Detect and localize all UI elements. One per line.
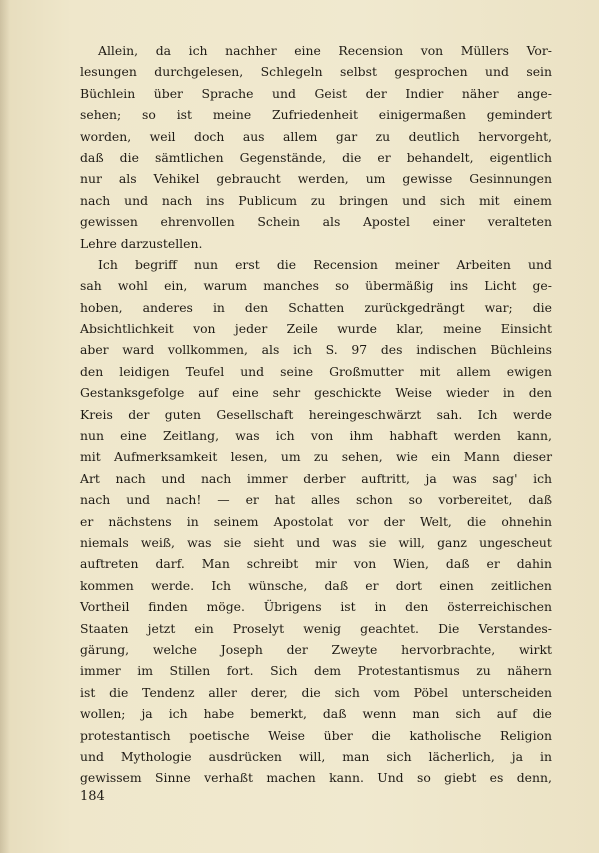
text-line: Absichtlichkeit von jeder Zeile wurde klar, meine Einsicht [80, 321, 552, 337]
text-line: hoben, anderes in den Schatten zurückgedrängt war; die [80, 299, 552, 315]
text-line: lesungen durchgelesen, Schlegeln selbst gesprochen und sein [80, 64, 552, 80]
text-line: kommen werde. Ich wünsche, daß er dort einen zeitlichen [80, 577, 552, 593]
text-line: gärung, welche Joseph der Zweyte hervorbrachte, wirkt [80, 641, 552, 657]
text-line: Kreis der guten Gesellschaft hereingeschwärzt sah. Ich werde [80, 406, 552, 422]
text-line: wollen; ja ich habe bemerkt, daß wenn man sich auf die [80, 706, 552, 722]
text-line: worden, weil doch aus allem gar zu deutlich hervorgeht, [80, 128, 552, 144]
text-line: sah wohl ein, warum manches so übermäßig ins Licht ge- [80, 278, 552, 294]
text-line: mit Aufmerksamkeit lesen, um zu sehen, wie ein Mann dieser [80, 449, 552, 465]
text-line: nur als Vehikel gebraucht werden, um gewisse Gesinnungen [80, 171, 552, 187]
text-line: daß die sämtlichen Gegenstände, die er behandelt, eigentlich [80, 149, 552, 165]
text-line: auftreten darf. Man schreibt mir von Wien, daß er dahin [80, 556, 552, 572]
text-line: ist die Tendenz aller derer, die sich vom Pöbel unterscheiden [80, 684, 552, 700]
text-line: sehen; so ist meine Zufriedenheit einigermaßen gemindert [80, 107, 552, 123]
text-line: nach und nach ins Publicum zu bringen und sich mit einem [80, 192, 552, 208]
binding-shadow [0, 0, 10, 853]
text-line: gewissen ehrenvollen Schein als Apostel einer veralteten [80, 214, 552, 230]
text-line: er nächstens in seinem Apostolat vor der Welt, die ohnehin [80, 513, 552, 529]
text-line: Allein, da ich nachher eine Recension von Müllers Vor- [98, 43, 552, 58]
page-number: 184 [80, 789, 105, 804]
text-line: den leidigen Teufel und seine Großmutter mit allem ewigen [80, 363, 552, 379]
body-text [80, 40, 552, 789]
text-line: immer im Stillen fort. Sich dem Protestantismus zu nähern [80, 663, 552, 679]
text-line: Büchlein über Sprache und Geist der Indier näher ange- [80, 85, 552, 101]
text-line: aber ward vollkommen, als ich S. 97 des indischen Büchleins [80, 342, 552, 358]
text-line: gewissem Sinne verhaßt machen kann. Und so giebt es denn, [80, 770, 552, 786]
text-line: Staaten jetzt ein Proselyt wenig geachtet. Die Verstandes- [80, 620, 552, 636]
text-line: und Mythologie ausdrücken will, man sich lächerlich, ja in [80, 748, 552, 764]
text-line: Gestanksgefolge auf eine sehr geschickte Weise wieder in den [80, 385, 552, 401]
text-line: niemals weiß, was sie sieht und was sie will, ganz ungescheut [80, 534, 552, 550]
text-line: Art nach und nach immer derber auftritt, ja was sag' ich [80, 470, 552, 486]
text-line: protestantisch poetische Weise über die katholische Religion [80, 727, 552, 743]
text-line: nun eine Zeitlang, was ich von ihm habhaft werden kann, [80, 428, 552, 444]
text-line: Ich begriff nun erst die Recension meiner Arbeiten und [98, 256, 552, 272]
text-line: Vortheil finden möge. Übrigens ist in den österreichischen [80, 599, 552, 615]
text-line: nach und nach! — er hat alles schon so vorbereitet, daß [80, 492, 552, 508]
text-line: Lehre darzustellen. [80, 235, 203, 251]
